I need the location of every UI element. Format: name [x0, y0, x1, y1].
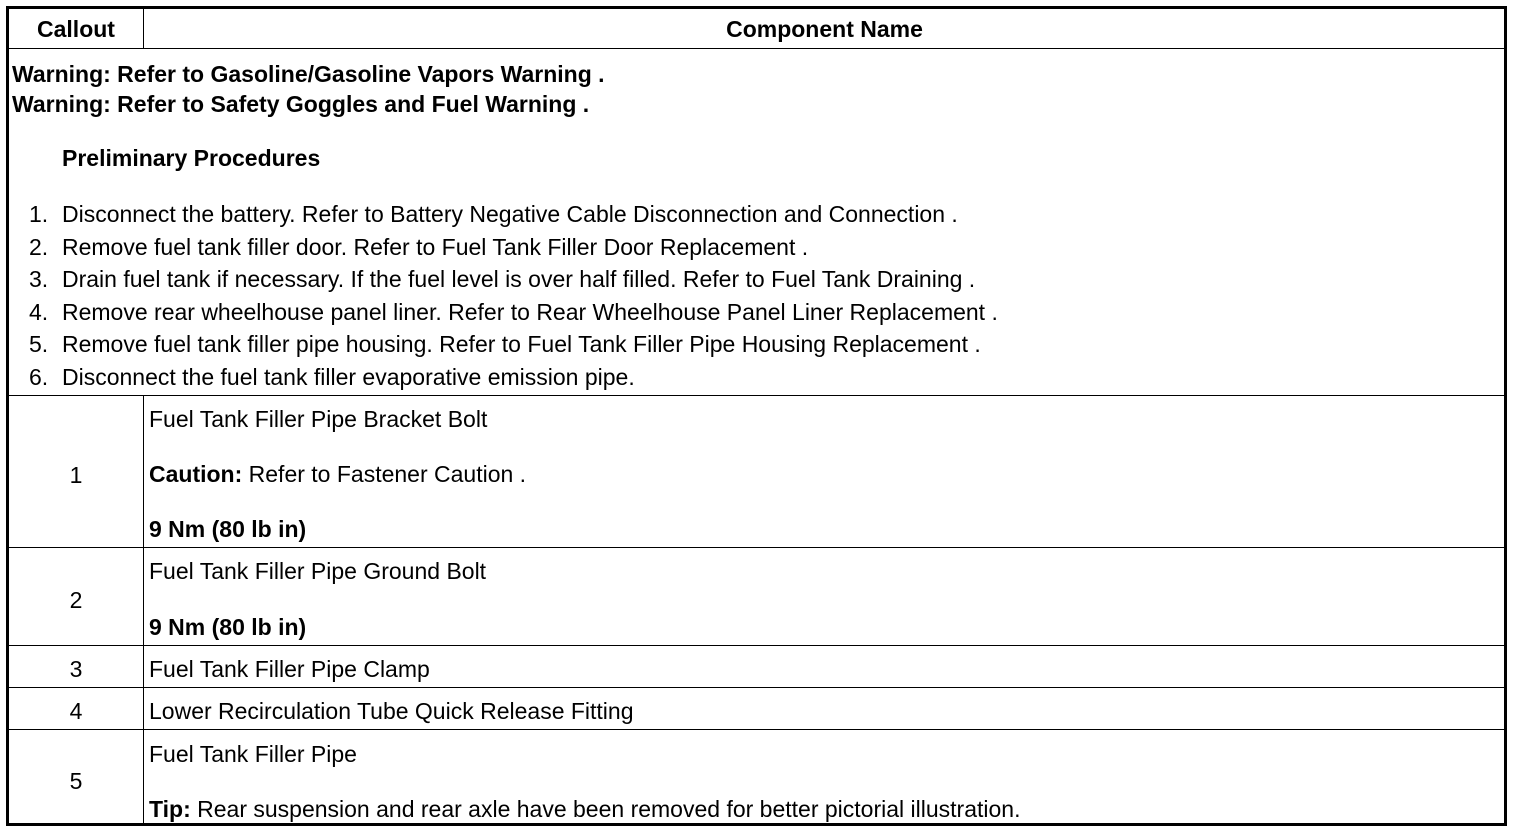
tip-label: Tip: [149, 796, 191, 822]
step-number: 2. [29, 234, 49, 260]
step-text: Remove rear wheelhouse panel liner. Refer to Rear Wheelhouse Panel Liner Replacement . [62, 299, 998, 325]
component-name: Fuel Tank Filler Pipe [149, 741, 357, 767]
caution-label: Caution: [149, 461, 243, 487]
component-name: Lower Recirculation Tube Quick Release Fitting [149, 698, 634, 724]
step-text: Remove fuel tank filler door. Refer to Fuel Tank Filler Door Replacement . [62, 234, 809, 260]
callout-number: 1 [69, 462, 83, 488]
row-divider-2 [9, 547, 1504, 548]
step-number: 3. [29, 266, 49, 292]
caution-text: Refer to Fastener Caution . [242, 461, 527, 487]
row-divider-5 [9, 729, 1504, 730]
step-text: Remove fuel tank filler pipe housing. Refer to Fuel Tank Filler Pipe Housing Replacement . [62, 331, 981, 357]
warning-safety-goggles: Warning: Refer to Safety Goggles and Fuel Warning . [12, 91, 590, 117]
tip-text: Rear suspension and rear axle have been removed for better pictorial illustration. [190, 796, 1021, 822]
step-number: 5. [29, 331, 49, 357]
callout-number: 4 [69, 698, 83, 724]
step-number: 1. [29, 201, 49, 227]
row-divider-1 [9, 395, 1504, 396]
step-number: 4. [29, 299, 49, 325]
callout-number: 2 [69, 587, 83, 613]
component-table [6, 6, 1507, 826]
row-divider-4 [9, 687, 1504, 688]
header-divider [9, 48, 1504, 49]
step-text: Disconnect the fuel tank filler evaporative emission pipe. [62, 364, 635, 390]
row-divider-3 [9, 645, 1504, 646]
component-name: Fuel Tank Filler Pipe Clamp [149, 656, 430, 682]
body-column-divider [143, 395, 144, 823]
caution-note [149, 461, 526, 487]
callout-number: 5 [69, 768, 83, 794]
torque-spec: 9 Nm (80 lb in) [149, 516, 307, 542]
tip-note [149, 796, 1020, 822]
header-column-divider [143, 9, 144, 48]
torque-spec: 9 Nm (80 lb in) [149, 614, 307, 640]
preliminary-title: Preliminary Procedures [62, 145, 321, 171]
warning-gasoline: Warning: Refer to Gasoline/Gasoline Vapors Warning . [12, 61, 605, 87]
component-name: Fuel Tank Filler Pipe Bracket Bolt [149, 406, 488, 432]
header-component-name: Component Name [726, 16, 923, 42]
step-text: Disconnect the battery. Refer to Battery Negative Cable Disconnection and Connection . [62, 201, 958, 227]
header-callout: Callout [37, 16, 115, 42]
step-number: 6. [29, 364, 49, 390]
callout-number: 3 [69, 656, 83, 682]
step-text: Drain fuel tank if necessary. If the fuel level is over half filled. Refer to Fuel Tank Draining . [62, 266, 976, 292]
component-name: Fuel Tank Filler Pipe Ground Bolt [149, 558, 487, 584]
